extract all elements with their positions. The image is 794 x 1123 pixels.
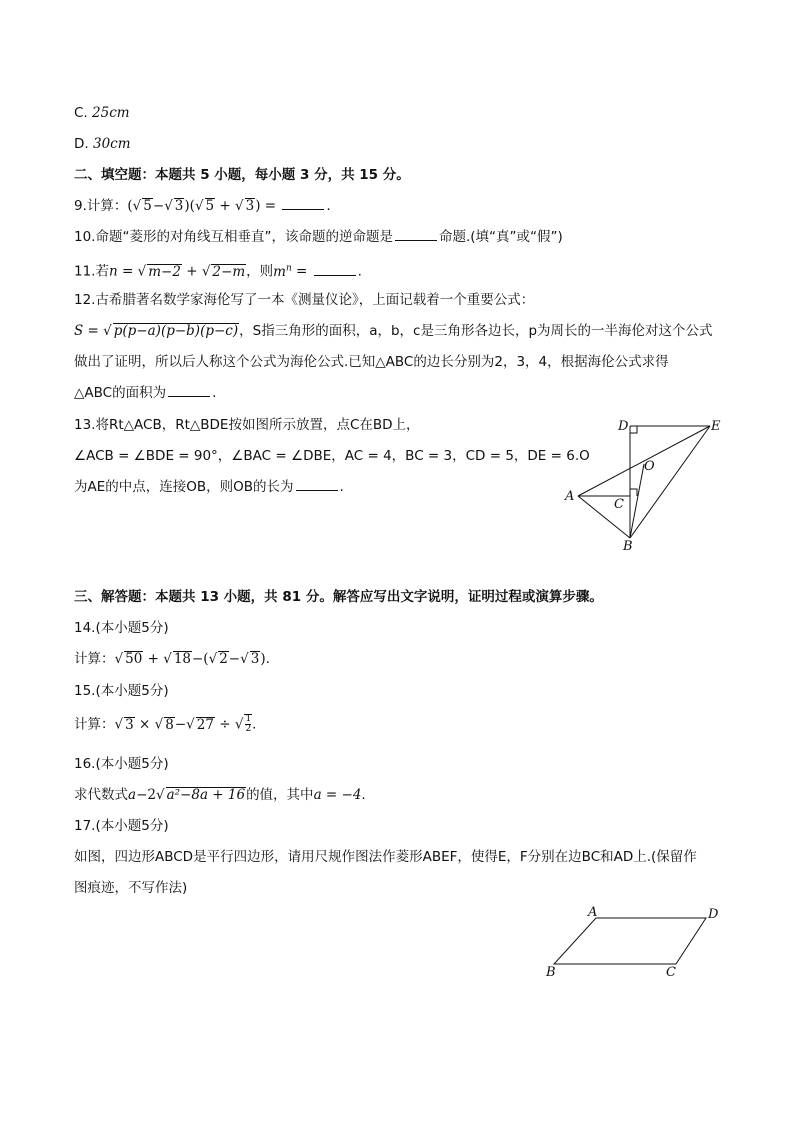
q11-answer-blank: [314, 263, 356, 276]
q15-prefix: 计算：: [74, 716, 115, 733]
section-3-heading: 三、解答题：本题共 13 小题，共 81 分。解答应写出文字说明，证明过程或演算步骤。: [74, 589, 603, 605]
q13-line-3-before: 为AE的中点，连接OB，则OB的长为: [74, 479, 294, 495]
q13-line-3: [74, 478, 344, 496]
right-angle-c: [630, 489, 637, 496]
q16-radicand: a²−8a + 16: [166, 787, 246, 803]
option-c: [74, 104, 130, 122]
q11-mid: ，则: [246, 263, 274, 280]
q12-line-3: 做出了证明，所以后人称这个公式为海伦公式.已知△ABC的边长分别为2，3，4，根据海伦公式求得: [74, 354, 669, 370]
option-d: [74, 135, 131, 153]
q17-line-2: 图痕迹，不写作法): [74, 880, 188, 896]
question-9: 9.计算：(√ 5−√ 3)(√ 5 + √ 3) = .: [74, 198, 331, 214]
q12-answer-blank: [168, 384, 210, 397]
fig13-label-e: E: [711, 419, 721, 434]
segment-eb: [630, 426, 710, 538]
q16-head: 16.(本小题5分): [74, 756, 169, 772]
q13-answer-blank: [296, 478, 338, 491]
option-d-value: 30cm: [92, 136, 131, 152]
section-2-heading: 二、填空题：本题共 5 小题，每小题 3 分，共 15 分。: [74, 167, 410, 183]
q12-line-1: 12.古希腊著名数学家海伦写了一本《测量仪论》，上面记载着一个重要公式：: [74, 292, 535, 308]
q10-text-before: 10.命题“菱形的对角线互相垂直”，该命题的逆命题是: [74, 229, 393, 245]
q9-num: 9.: [74, 198, 87, 214]
fig13-label-d: D: [618, 419, 629, 434]
question-16: 求代数式a−2√ a²−8a + 16的值，其中a = −4.: [74, 787, 366, 803]
q13-figure: [560, 412, 730, 552]
q14-r1: 50: [125, 651, 143, 667]
q9-radicand-b: 3: [174, 198, 184, 214]
q15-frac-den: 2: [245, 724, 252, 734]
fig13-label-o: O: [644, 459, 655, 474]
q15-r3: 27: [196, 716, 214, 733]
fig13-label-a: A: [565, 489, 575, 504]
q13-line-2: ∠ACB = ∠BDE = 90°，∠BAC = ∠DBE，AC = 4，BC = 3，CD = 5，DE = 6.O: [74, 448, 590, 464]
q17-line-1: 如图，四边形ABCD是平行四边形，请用尺规作图法作菱形ABEF，使得E，F分别在边BC和AD上.(保留作: [74, 849, 697, 865]
q11-radicand-a: m−2: [148, 263, 181, 280]
q12-line-2: S = √ p(p−a)(p−b)(p−c)，S指三角形的面积，a，b，c是三角形各边长，p为周长的一半海伦对这个公式: [74, 323, 713, 339]
q9-prefix: 计算：: [86, 198, 128, 214]
fig17-label-a: A: [588, 905, 598, 920]
q10-text-after: 命题.(填“真”或“假”): [438, 229, 563, 245]
q10-answer-blank: [395, 228, 437, 241]
fig13-label-c: C: [614, 497, 624, 512]
segment-ob: [630, 464, 644, 538]
q16-mid: 的值，其中: [246, 787, 314, 803]
fig17-label-d: D: [708, 907, 719, 922]
q14-r4: 3: [250, 651, 260, 667]
q15-head: 15.(本小题5分): [74, 683, 169, 699]
q13-line-1: 13.将Rt△ACB，Rt△BDE按如图所示放置，点C在BD上，: [74, 417, 420, 433]
q14-prefix: 计算：: [74, 651, 115, 667]
question-14: 计算：√ 50 + √ 18−(√ 2−√ 3).: [74, 651, 270, 667]
q12-line-4: [74, 384, 216, 402]
option-c-value: 25cm: [92, 105, 130, 121]
question-15: 计算：√ 3 × √ 8−√ 27 ÷ √ $\frac{1}{2}$ .: [74, 714, 257, 734]
question-11: 11.若n = √ m−2 + √ 2−m，则$m^n$ = .: [74, 263, 362, 280]
q11-end: .: [357, 263, 362, 280]
q9-answer-blank: [282, 197, 324, 210]
q14-head: 14.(本小题5分): [74, 620, 169, 636]
q9-radicand-a2: 5: [205, 198, 215, 214]
q14-r2: 18: [173, 651, 191, 667]
right-angle-d: [630, 426, 637, 433]
q11-num: 11.若: [74, 263, 109, 280]
q14-end: .: [265, 651, 270, 667]
q17-head: 17.(本小题5分): [74, 818, 169, 834]
q13-line-3-after: .: [339, 479, 344, 495]
fig17-label-c: C: [666, 965, 676, 980]
q12-formula-radicand: p(p−a)(p−b)(p−c): [113, 323, 239, 339]
option-d-label: D.: [74, 136, 93, 152]
q17-figure: [540, 902, 730, 982]
q15-r2: 8: [165, 716, 174, 733]
q14-r3: 2: [219, 651, 228, 667]
fig13-label-b: B: [623, 539, 633, 552]
q16-end: .: [361, 787, 366, 803]
q15-end: .: [252, 716, 257, 733]
q12-line-4-after: .: [212, 385, 217, 401]
q16-cond: a = −4: [313, 787, 362, 803]
q12-line-4-before: △ABC的面积为: [74, 385, 167, 401]
q9-radicand-b2: 3: [245, 198, 255, 214]
q15-fraction: [245, 715, 251, 734]
q9-end: .: [326, 198, 331, 214]
q11-radicand-b: 2−m: [212, 263, 246, 280]
option-c-label: C.: [74, 105, 93, 121]
q15-r1: 3: [125, 716, 134, 733]
fig17-label-b: B: [546, 965, 556, 980]
q12-line-2-rest: ，S指三角形的面积，a，b，c是三角形各边长，p为周长的一半海伦对这个公式: [239, 323, 713, 339]
question-10: [74, 228, 563, 246]
q16-prefix: 求代数式: [74, 787, 128, 803]
q9-radicand-a: 5: [143, 198, 152, 214]
q15-frac-num: 1: [245, 714, 252, 724]
parallelogram-abcd: [554, 918, 706, 964]
